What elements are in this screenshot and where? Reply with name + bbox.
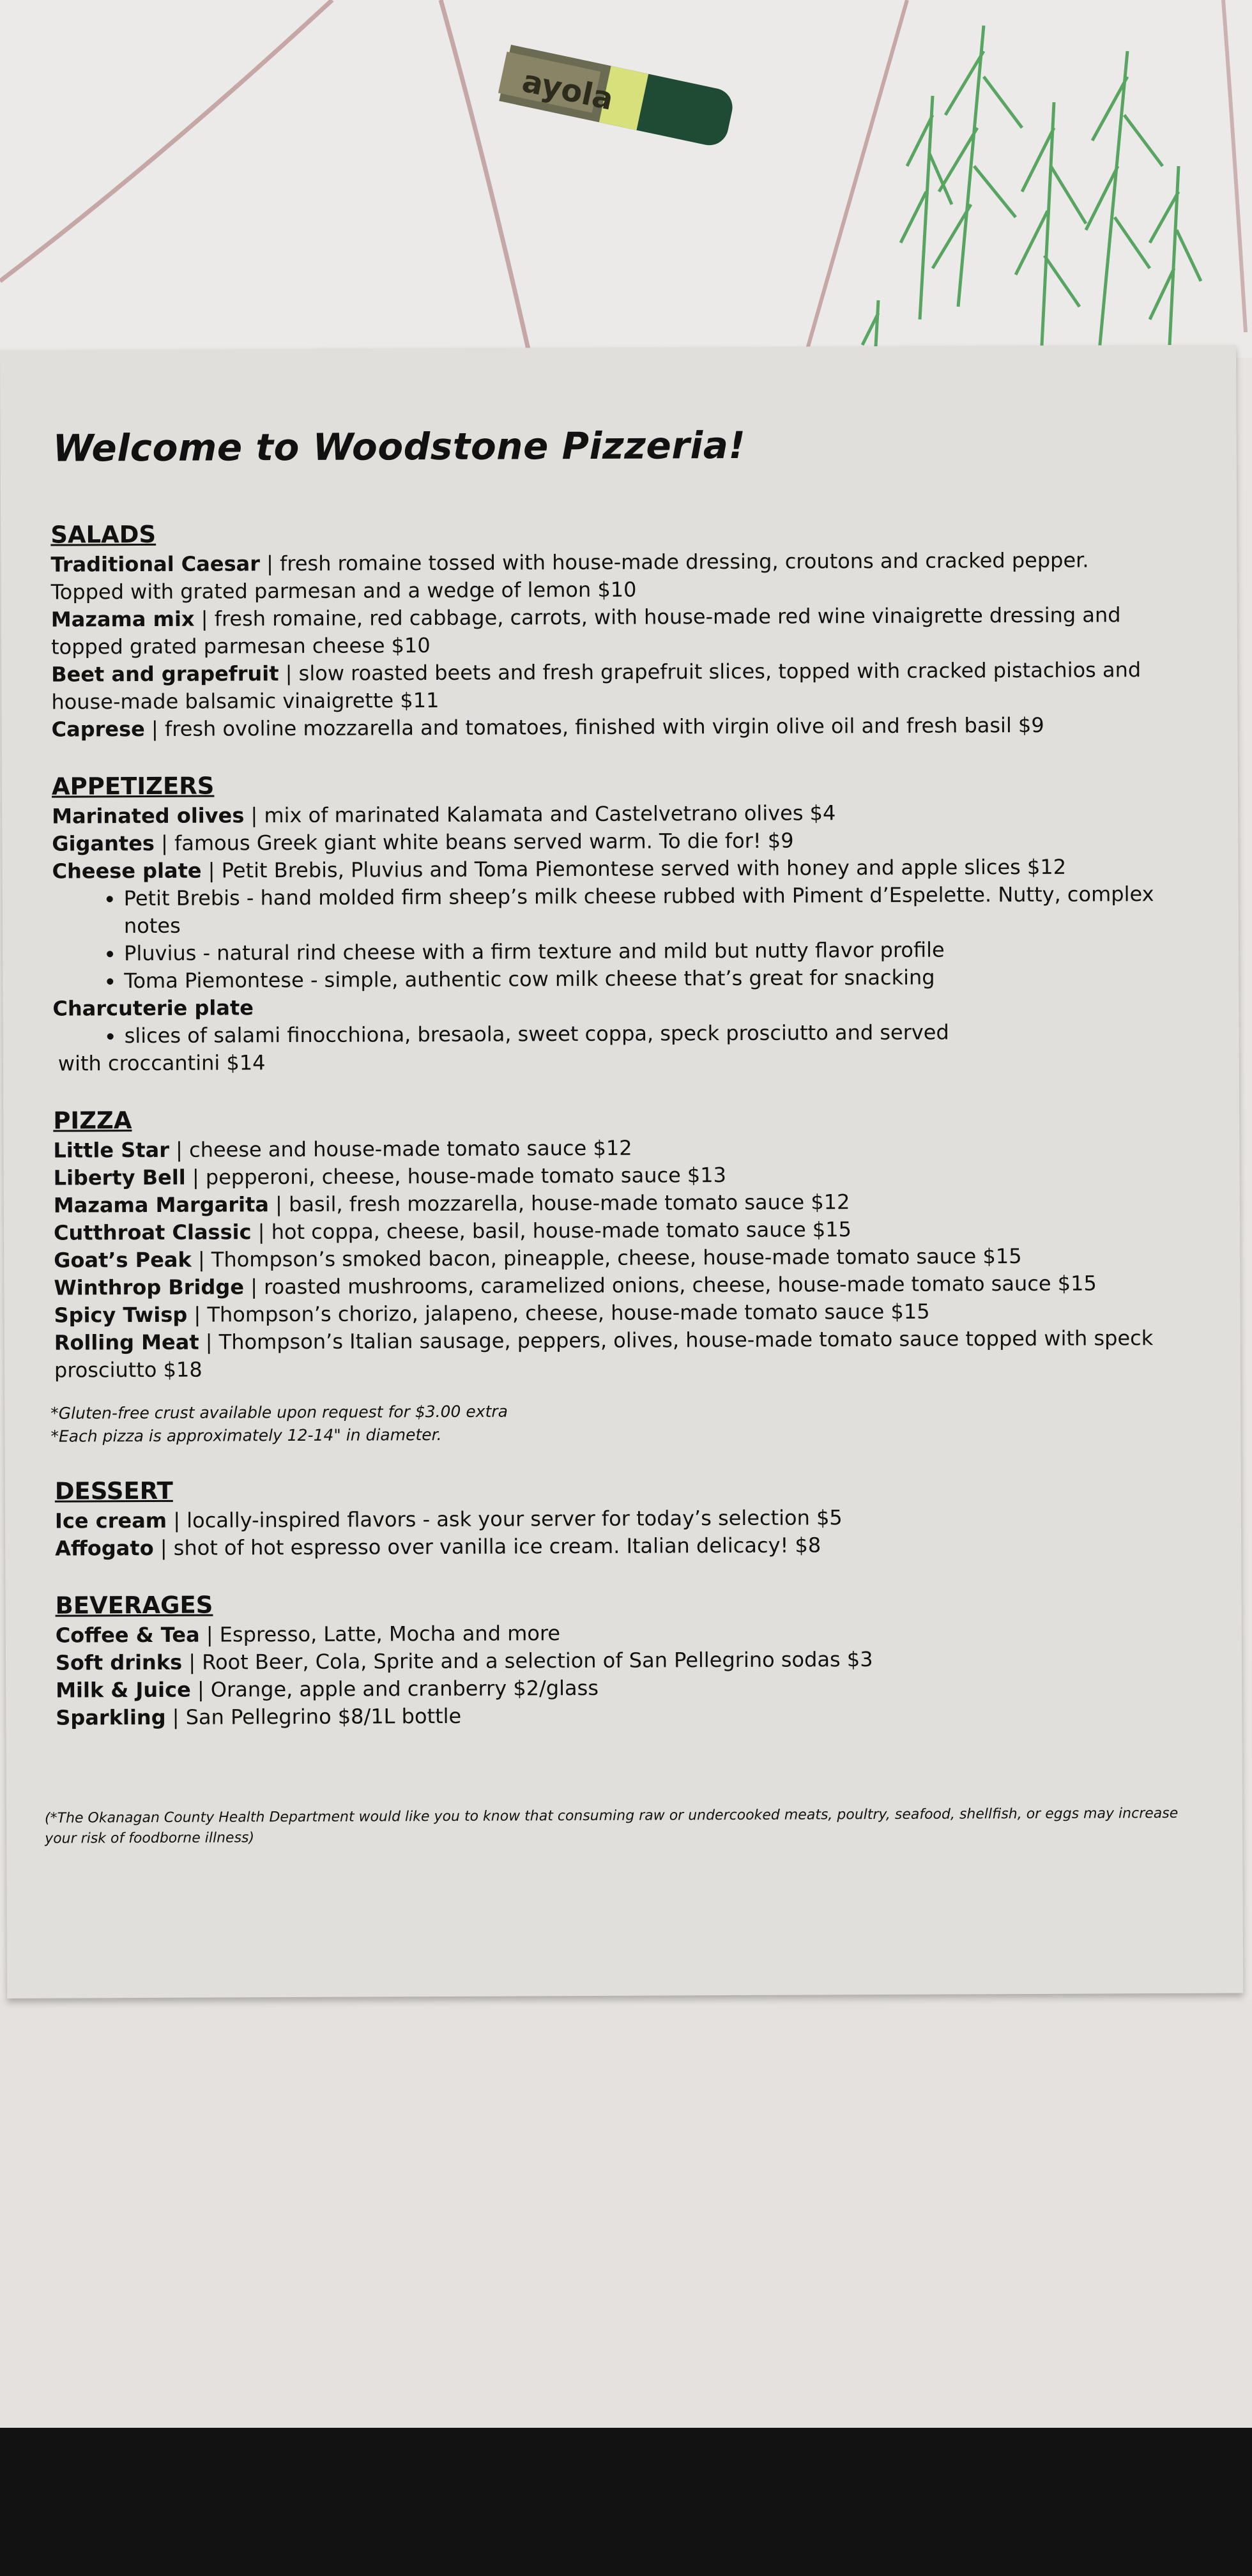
paper-below-menu	[0, 2000, 1252, 2434]
item-description: | Thompson’s smoked bacon, pineapple, cheese, house-made tomato sauce $15	[191, 1244, 1022, 1272]
item-description: | locally-inspired flavors - ask your server for today’s selection $5	[167, 1505, 843, 1533]
item-name: Cheese plate	[52, 858, 202, 884]
menu-item	[54, 1215, 1192, 1247]
menu-item	[56, 1699, 1194, 1732]
menu-item	[54, 1324, 1193, 1357]
item-description: | San Pellegrino $8/1L bottle	[165, 1703, 462, 1729]
item-description: | fresh romaine, red cabbage, carrots, with house-made red wine vinaigrette dressing and	[194, 602, 1121, 631]
item-description: | Espresso, Latte, Mocha and more	[199, 1621, 561, 1647]
item-name: Coffee & Tea	[55, 1622, 200, 1648]
menu-item	[56, 1617, 1194, 1650]
menu-item	[56, 1644, 1194, 1677]
pizza-note: *Each pizza is approximately 12-14" in diameter.	[50, 1425, 442, 1446]
item-name: Traditional Caesar	[50, 551, 261, 577]
appetizers-section	[40, 768, 1191, 1078]
list-item: • slices of salami finocchiona, bresaola, sweet coppa, speck prosciutto and served	[125, 1018, 1191, 1050]
kids-drawing-paper	[0, 0, 1252, 358]
item-name: Caprese	[51, 717, 145, 742]
item-name: Winthrop Bridge	[54, 1275, 245, 1300]
item-description: | basil, fresh mozzarella, house-made tomato sauce $12	[268, 1190, 850, 1217]
list-item: • Pluvius - natural rind cheese with a firm texture and mild but nutty flavor profile	[124, 935, 1191, 967]
item-name: Charcuterie plate	[52, 995, 254, 1021]
section-heading: SALADS	[50, 520, 156, 549]
item-name: Mazama Margarita	[53, 1192, 270, 1218]
menu-item	[52, 825, 1190, 858]
item-name: Soft drinks	[55, 1650, 183, 1675]
item-description-cont: house-made balsamic vinaigrette $11	[51, 688, 439, 714]
item-name: Little Star	[53, 1137, 170, 1163]
item-name: Sparkling	[56, 1705, 166, 1730]
section-heading: DESSERT	[54, 1476, 173, 1505]
menu-item	[52, 990, 1191, 1023]
health-disclaimer: (*The Okanagan County Health Department would like you to know that consuming raw or undercooked meats, poultry, seafood, shellfish, or eggs may increase your risk of foodborne illness)	[44, 1805, 1179, 1847]
item-name: Spicy Twisp	[54, 1302, 188, 1328]
beverages-section	[43, 1587, 1194, 1732]
menu-item	[52, 853, 1190, 885]
cheese-list	[41, 880, 1191, 995]
item-description: | shot of hot espresso over vanilla ice cream. Italian delicacy! $8	[153, 1533, 821, 1560]
item-description-cont: with croccantini $14	[57, 1050, 266, 1076]
section-heading: APPETIZERS	[51, 772, 215, 801]
menu-item	[51, 601, 1189, 634]
item-description: | Orange, apple and cranberry $2/glass	[190, 1675, 599, 1702]
menu-item	[53, 1132, 1191, 1165]
menu-item	[51, 711, 1189, 744]
item-name: Gigantes	[52, 831, 155, 856]
item-name: Mazama mix	[50, 606, 195, 632]
item-description: | fresh ovoline mozzarella and tomatoes, finished with virgin olive oil and fresh basil $9	[144, 712, 1044, 742]
menu-content	[39, 422, 1195, 1850]
item-name: Marinated olives	[52, 803, 245, 829]
item-name: Liberty Bell	[53, 1165, 186, 1190]
menu-item	[54, 1187, 1192, 1220]
list-item: • Toma Piemontese - simple, authentic cow milk cheese that’s great for snacking	[124, 963, 1191, 995]
item-name: Beet and grapefruit	[51, 661, 279, 687]
pine-trees	[862, 26, 1201, 358]
item-description: | slow roasted beets and fresh grapefruit slices, topped with cracked pistachios and	[279, 657, 1141, 686]
menu-item	[50, 546, 1189, 579]
item-description: | Root Beer, Cola, Sprite and a selection of San Pellegrino sodas $3	[182, 1647, 873, 1675]
menu-item	[56, 1672, 1194, 1705]
dessert-section	[43, 1473, 1194, 1563]
item-description: | cheese and house-made tomato sauce $12	[169, 1135, 632, 1162]
item-description: | mix of marinated Kalamata and Castelvetrano olives $4	[244, 801, 836, 828]
menu-item	[54, 1269, 1192, 1302]
crayon-drawing	[0, 0, 1252, 358]
pizza-section	[42, 1102, 1193, 1448]
item-name: Cutthroat Classic	[53, 1220, 252, 1245]
item-description: | pepperoni, cheese, house-made tomato sauce $13	[185, 1163, 727, 1190]
item-description: | Petit Brebis, Pluvius and Toma Piemontese served with honey and apple slices $12	[201, 854, 1067, 883]
section-heading: PIZZA	[53, 1107, 132, 1135]
crayon-label: ayola	[519, 63, 617, 118]
item-description: | hot coppa, cheese, basil, house-made tomato sauce $15	[251, 1217, 852, 1245]
menu-sheet	[0, 345, 1243, 1998]
menu-item	[52, 798, 1190, 831]
item-description: | Thompson’s Italian sausage, peppers, olives, house-made tomato sauce topped with speck	[199, 1326, 1154, 1354]
menu-item	[54, 1297, 1193, 1330]
item-description: | fresh romaine tossed with house-made dressing, croutons and cracked pepper.	[259, 548, 1089, 576]
menu-item	[55, 1530, 1193, 1563]
item-name: Ice cream	[54, 1508, 167, 1533]
item-name: Goat’s Peak	[54, 1247, 192, 1273]
page-title: Welcome to Woodstone Pizzeria!	[52, 423, 746, 470]
salads-section	[39, 516, 1190, 744]
menu-item	[55, 1503, 1193, 1535]
item-description-cont: prosciutto $18	[54, 1357, 202, 1383]
item-description: | roasted mushrooms, caramelized onions, cheese, house-made tomato sauce $15	[243, 1271, 1097, 1300]
table-surface	[0, 2428, 1252, 2576]
menu-item	[54, 1242, 1192, 1275]
menu-item	[51, 656, 1189, 689]
item-description-cont: Topped with grated parmesan and a wedge of lemon $10	[50, 577, 637, 604]
menu-item	[54, 1160, 1192, 1192]
list-item: • Petit Brebis - hand molded firm sheep’s milk cheese rubbed with Piment d’Espelette. Nutty, complex notes	[124, 880, 1191, 940]
section-heading: BEVERAGES	[55, 1591, 213, 1620]
item-description-cont: topped grated parmesan cheese $10	[50, 633, 431, 659]
item-name: Affogato	[55, 1535, 154, 1561]
item-name: Rolling Meat	[54, 1330, 199, 1355]
item-description: | famous Greek giant white beans served warm. To die for! $9	[154, 828, 794, 855]
pizza-note: *Gluten-free crust available upon request for $3.00 extra	[50, 1402, 508, 1423]
item-name: Milk & Juice	[56, 1677, 191, 1703]
item-description: | Thompson’s chorizo, jalapeno, cheese, house-made tomato sauce $15	[187, 1299, 930, 1327]
